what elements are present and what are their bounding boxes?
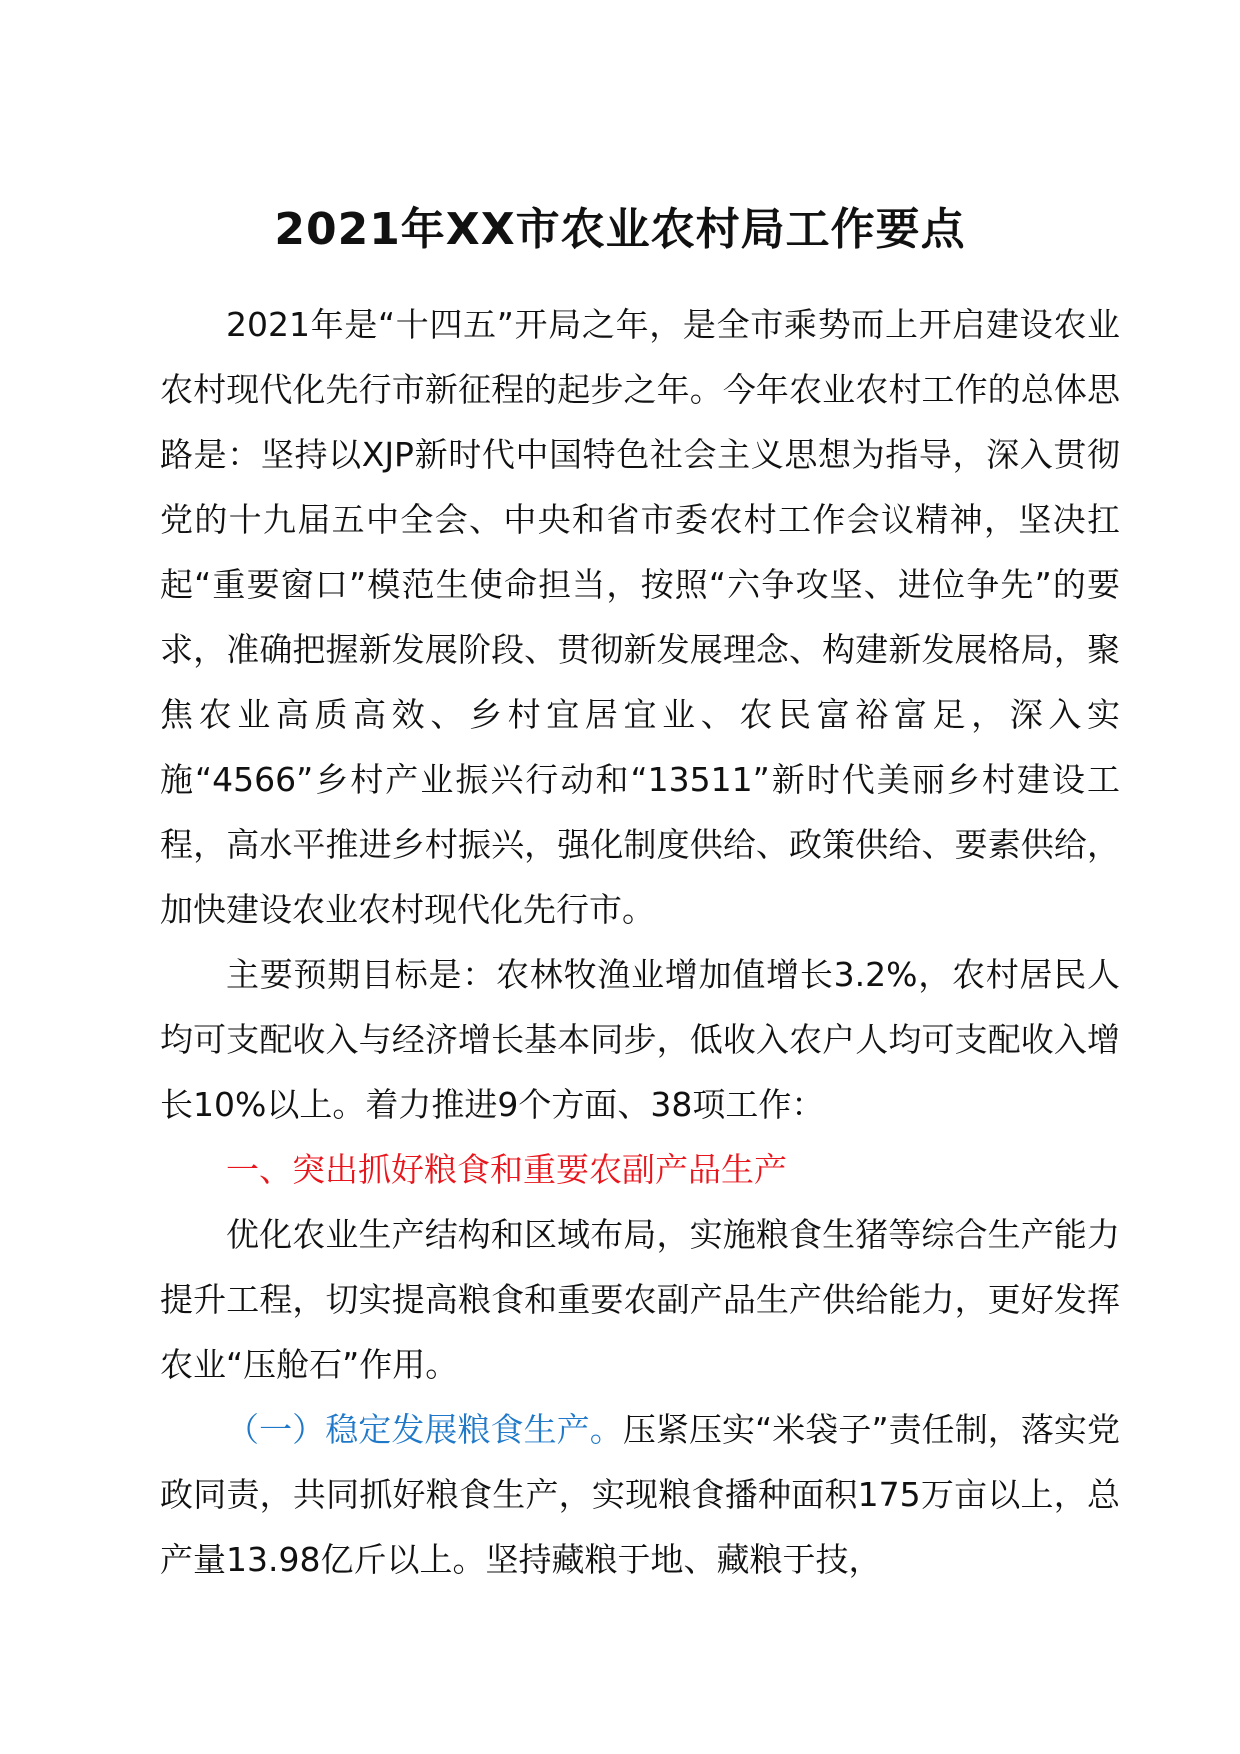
intro-paragraph: 2021年是“十四五”开局之年，是全市乘势而上开启建设农业农村现代化先行市新征程的起步之年。今年农业农村工作的总体思路是：坚持以XJP新时代中国特色社会主义思想为指导，深入贯彻党的十九届五中全会、中央和省市委农村工作会议精神，坚决扛起“重要窗口”模范生使命担当，按照“六争攻坚、进位争先”的要求，准确把握新发展阶段、贯彻新发展理念、构建新发展格局，聚焦农业高质高效、乡村宜居宜业、农民富裕富足，深入实施“4566”乡村产业振兴行动和“13511”新时代美丽乡村建设工程，高水平推进乡村振兴，强化制度供给、政策供给、要素供给，加快建设农业农村现代化先行市。	[160, 305, 1120, 929]
document-body	[160, 292, 1120, 1592]
item-1-label: （一）稳定发展粮食生产。	[226, 1410, 623, 1449]
item-1-paragraph	[160, 1397, 1120, 1592]
section-1-paragraph: 优化农业生产结构和区域布局，实施粮食生猪等综合生产能力提升工程，切实提高粮食和重要农副产品生产供给能力，更好发挥农业“压舱石”作用。	[160, 1215, 1120, 1384]
section-heading-1: 一、突出抓好粮食和重要农副产品生产	[226, 1150, 787, 1189]
document-title: 2021年XX市农业农村局工作要点	[274, 204, 966, 255]
item-1-text: 压紧压实“米袋子”责任制，落实党政同责，共同抓好粮食生产，实现粮食播种面积175万亩以上，总产量13.98亿斤以上。坚持藏粮于地、藏粮于技，	[160, 1410, 1121, 1579]
targets-paragraph: 主要预期目标是：农林牧渔业增加值增长3.2%，农村居民人均可支配收入与经济增长基本同步，低收入农户人均可支配收入增长10%以上。着力推进9个方面、38项工作：	[160, 955, 1120, 1124]
